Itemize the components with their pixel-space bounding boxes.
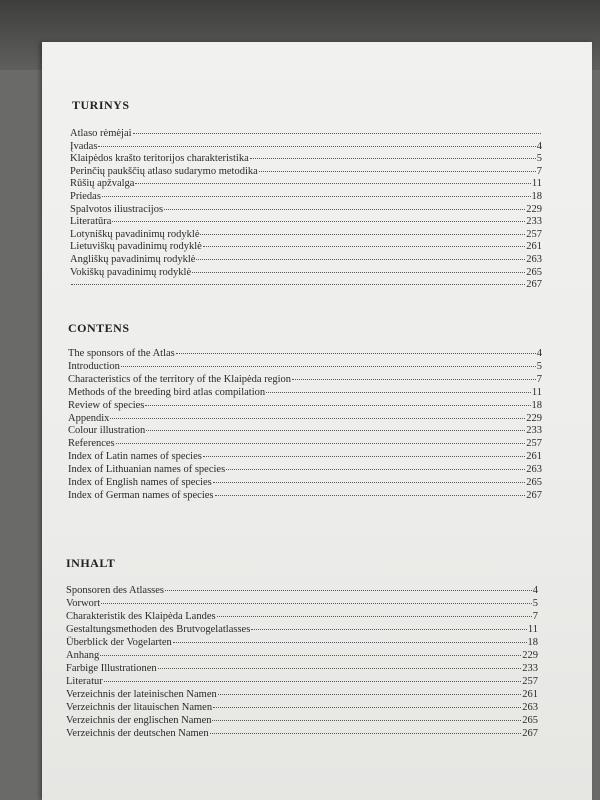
toc-entry-page-number: 263 <box>526 464 542 476</box>
toc-entry-label: Characteristics of the territory of the Klaipėda region <box>68 373 292 385</box>
toc-entry-page-number: 265 <box>522 715 538 726</box>
dot-leader <box>164 209 525 210</box>
toc-entry-page-number: 229 <box>526 412 542 424</box>
dot-leader <box>100 655 521 656</box>
toc-entry <box>70 229 542 242</box>
toc-entry-label: Methods of the breeding bird atlas compilation <box>68 386 266 398</box>
toc-entry-label: Sponsoren des Atlasses <box>66 585 164 596</box>
toc-list <box>68 348 542 503</box>
document-page <box>42 42 592 800</box>
toc-entry-label: Index of English names of species <box>68 477 212 489</box>
toc-entry-label: Vorwort <box>66 598 101 609</box>
dot-leader <box>192 272 525 273</box>
dot-leader <box>165 590 532 591</box>
toc-entry-page-number: 263 <box>526 253 542 265</box>
toc-entry-page-number: 267 <box>526 489 542 501</box>
toc-entry-label: Angliškų pavadinimų rodyklė <box>70 253 196 265</box>
toc-entry-page-number: 7 <box>536 165 542 177</box>
dot-leader <box>251 629 527 630</box>
toc-entry <box>70 279 542 292</box>
dot-leader <box>196 259 525 260</box>
toc-entry-page-number: 263 <box>522 702 538 713</box>
toc-entry-page-number: 4 <box>536 140 542 152</box>
toc-entry-label: Spalvotos iliustracijos <box>70 203 164 215</box>
toc-entry-page-number: 5 <box>536 153 542 165</box>
dot-leader <box>110 418 525 419</box>
toc-entry-label: Įvadas <box>70 140 98 152</box>
toc-entry <box>66 714 538 727</box>
toc-entry-label: Farbige Illustrationen <box>66 663 157 674</box>
toc-entry-label: Vokiškų pavadinimų rodyklė <box>70 266 192 278</box>
dot-leader <box>173 642 527 643</box>
toc-entry-page-number: 11 <box>527 624 538 635</box>
toc-entry <box>66 688 538 701</box>
toc-entry <box>66 610 538 623</box>
toc-entry-page-number: 257 <box>526 228 542 240</box>
dot-leader <box>217 616 532 617</box>
toc-entry-page-number: 18 <box>531 190 542 202</box>
toc-entry-page-number: 5 <box>532 598 538 609</box>
toc-entry-page-number: 229 <box>526 203 542 215</box>
toc-entry <box>70 191 542 204</box>
dot-leader <box>213 482 525 483</box>
toc-entry-label: Rūšių apžvalga <box>70 178 135 190</box>
section-title: INHALT <box>66 556 116 570</box>
dot-leader <box>104 681 522 682</box>
dot-leader <box>98 146 535 147</box>
toc-entry-page-number: 233 <box>522 663 538 674</box>
toc-entry <box>68 425 542 438</box>
toc-entry-page-number: 4 <box>536 348 542 359</box>
toc-entry-label: Literatur <box>66 676 103 687</box>
dot-leader <box>213 707 521 708</box>
toc-entry <box>68 464 542 477</box>
dot-leader <box>112 221 525 222</box>
toc-entry-label: Introduction <box>68 360 120 372</box>
toc-entry-label: Lietuviškų pavadinimų rodyklė <box>70 241 202 253</box>
toc-entry <box>70 178 542 191</box>
toc-entry <box>70 166 542 179</box>
dot-leader <box>71 284 525 285</box>
toc-entry-label: Verzeichnis der litauischen Namen <box>66 702 213 713</box>
toc-entry-page-number: 4 <box>532 585 538 596</box>
toc-entry <box>70 128 542 141</box>
dot-leader <box>210 733 522 734</box>
toc-entry-page-number: 229 <box>522 650 538 661</box>
dot-leader <box>203 246 525 247</box>
dot-leader <box>212 720 521 721</box>
toc-entry <box>68 374 542 387</box>
toc-entry-label: Charakteristik des Klaipėda Landes <box>66 611 216 622</box>
toc-entry <box>68 348 542 361</box>
toc-entry-label: Lotyniškų pavadinimų rodyklė <box>70 228 200 240</box>
toc-entry <box>66 727 538 740</box>
toc-entry <box>68 438 542 451</box>
dot-leader <box>266 392 531 393</box>
toc-entry <box>70 254 542 267</box>
toc-entry-page-number: 261 <box>526 451 542 463</box>
toc-entry <box>70 153 542 166</box>
toc-entry-label: Literatūra <box>70 216 112 228</box>
toc-entry-page-number: 7 <box>536 373 542 385</box>
toc-entry-page-number: 18 <box>531 399 542 411</box>
dot-leader <box>259 171 536 172</box>
toc-list <box>70 128 542 292</box>
dot-leader <box>292 379 536 380</box>
toc-entry <box>68 490 542 503</box>
toc-entry <box>68 387 542 400</box>
toc-entry-label: Perinčių paukščių atlaso sudarymo metodika <box>70 165 258 177</box>
toc-entry-page-number: 261 <box>522 689 538 700</box>
section-title: CONTENS <box>68 321 130 335</box>
toc-entry-label: Review of species <box>68 399 145 411</box>
toc-entry-page-number: 267 <box>526 279 542 291</box>
toc-entry-page-number: 267 <box>522 728 538 739</box>
dot-leader <box>218 694 522 695</box>
toc-entry <box>66 636 538 649</box>
dot-leader <box>135 183 530 184</box>
dot-leader <box>226 469 525 470</box>
toc-entry-page-number: 233 <box>526 216 542 228</box>
section-title: TURINYS <box>72 98 130 112</box>
toc-entry <box>70 204 542 217</box>
toc-entry-label: Anhang <box>66 650 100 661</box>
toc-entry <box>66 701 538 714</box>
dot-leader <box>116 443 526 444</box>
toc-entry <box>68 361 542 374</box>
dot-leader <box>200 234 525 235</box>
dot-leader <box>121 366 536 367</box>
dot-leader <box>146 430 525 431</box>
toc-entry-label: Index of German names of species <box>68 489 214 501</box>
toc-entry <box>66 584 538 597</box>
dot-leader <box>133 133 541 134</box>
toc-entry-page-number: 5 <box>536 360 542 372</box>
toc-entry <box>70 141 542 154</box>
dot-leader <box>250 158 536 159</box>
toc-entry <box>70 267 542 280</box>
toc-entry <box>68 477 542 490</box>
toc-entry-label: Verzeichnis der lateinischen Namen <box>66 689 217 700</box>
toc-entry-page-number: 11 <box>531 386 542 398</box>
toc-entry-label: References <box>68 438 115 450</box>
toc-entry-label: Index of Latin names of species <box>68 451 202 463</box>
toc-entry-label: Atlaso rėmėjai <box>70 128 132 139</box>
toc-entry-page-number: 18 <box>527 637 538 648</box>
toc-entry-label: Colour illustration <box>68 425 146 437</box>
dot-leader <box>203 456 525 457</box>
dot-leader <box>102 196 531 197</box>
toc-entry-label: The sponsors of the Atlas <box>68 348 175 359</box>
toc-entry <box>66 623 538 636</box>
toc-entry-page-number: 257 <box>522 676 538 687</box>
toc-entry-page-number: 233 <box>526 425 542 437</box>
dot-leader <box>158 668 522 669</box>
toc-entry-label: Index of Lithuanian names of species <box>68 464 226 476</box>
toc-entry-label: Klaipėdos krašto teritorijos charakteristika <box>70 153 249 165</box>
toc-entry-page-number: 257 <box>526 438 542 450</box>
toc-entry <box>70 216 542 229</box>
toc-entry-label: Priedas <box>70 190 101 202</box>
toc-entry-label: Verzeichnis der deutschen Namen <box>66 728 209 739</box>
toc-entry-label: Überblick der Vogelarten <box>66 637 172 648</box>
toc-entry <box>66 649 538 662</box>
toc-entry-label: Appendix <box>68 412 110 424</box>
dot-leader <box>215 495 526 496</box>
toc-entry <box>68 400 542 413</box>
toc-entry <box>68 451 542 464</box>
toc-entry-page-number: 261 <box>526 241 542 253</box>
dot-leader <box>145 405 530 406</box>
dot-leader <box>176 353 536 354</box>
dot-leader <box>101 603 532 604</box>
toc-entry-page-number: 11 <box>531 178 542 190</box>
toc-entry <box>66 597 538 610</box>
toc-entry <box>66 675 538 688</box>
toc-entry-page-number: 265 <box>526 477 542 489</box>
toc-list <box>66 584 538 740</box>
toc-entry <box>66 662 538 675</box>
toc-entry <box>68 413 542 426</box>
toc-entry <box>70 241 542 254</box>
toc-entry-page-number: 7 <box>532 611 538 622</box>
toc-entry-label: Gestaltungsmethoden des Brutvogelatlasses <box>66 624 251 635</box>
toc-entry-page-number: 265 <box>526 266 542 278</box>
toc-entry-label: Verzeichnis der englischen Namen <box>66 715 212 726</box>
